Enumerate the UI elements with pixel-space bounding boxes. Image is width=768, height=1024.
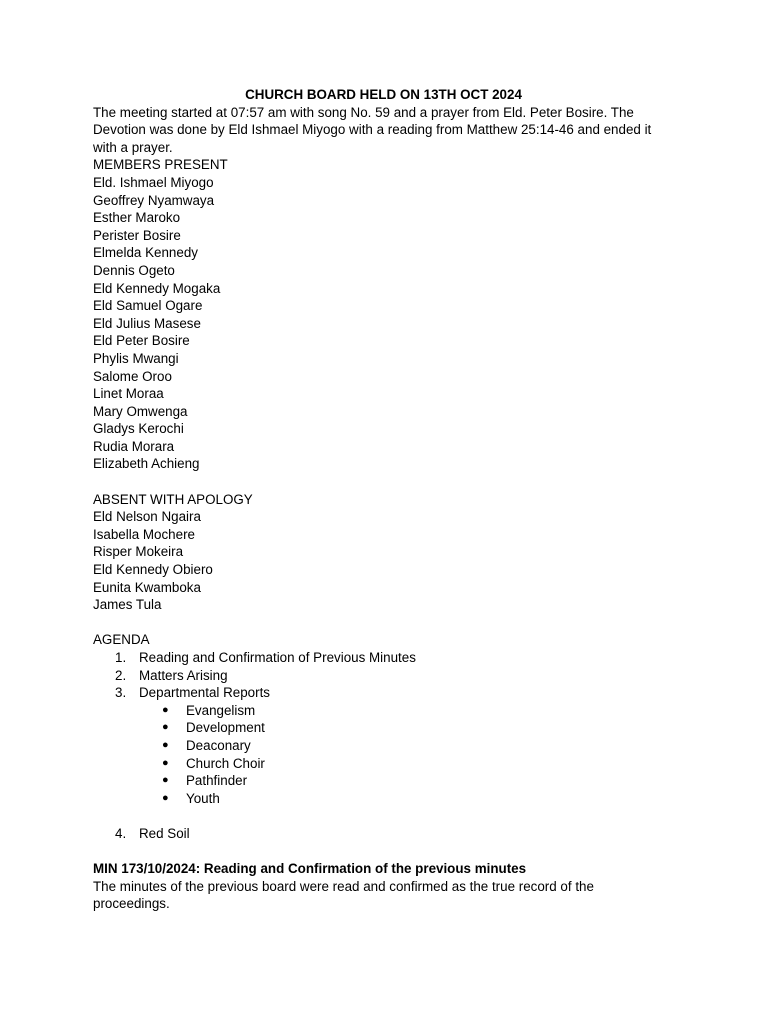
agenda-item-label: Red Soil (139, 825, 190, 841)
report-item (93, 790, 693, 808)
bullet-icon: ● (162, 721, 169, 734)
agenda-item (93, 667, 693, 685)
bullet-icon: ● (162, 738, 169, 751)
report-item-label: Evangelism (186, 702, 256, 718)
member-absent: James Tula (93, 597, 162, 613)
report-item-label: Deaconary (186, 737, 251, 753)
agenda-item-number: 1. (115, 650, 127, 665)
members-present-heading: MEMBERS PRESENT (93, 157, 228, 173)
agenda-item-number: 3. (115, 685, 127, 701)
agenda-list (93, 649, 693, 702)
report-item-label: Development (186, 720, 265, 736)
blank-line (93, 807, 693, 825)
report-item (93, 772, 693, 790)
absent-heading: ABSENT WITH APOLOGY (93, 491, 253, 507)
member-present: Rudia Morara (93, 438, 175, 454)
member-present: Linet Moraa (93, 386, 164, 402)
members-present-list (93, 174, 693, 473)
member-absent: Risper Mokeira (93, 544, 184, 560)
member-present: Perister Bosire (93, 227, 181, 243)
intro-paragraph: The meeting started at 07:57 am with song No. 59 and a prayer from Eld. Peter Bosire. The Devotion was done by Eld Ishmael Miyogo with a reading from Matthew 25:14-46 and ended it with a prayer. (93, 104, 652, 155)
agenda-item (93, 825, 693, 843)
blank-line (93, 843, 693, 861)
member-present: Eld Julius Masese (93, 315, 201, 331)
blank-line (93, 614, 693, 632)
report-item-label: Youth (186, 790, 220, 806)
report-item (93, 719, 693, 737)
agenda-item (93, 649, 693, 667)
bullet-icon: ● (162, 756, 169, 769)
agenda-item-label: Matters Arising (139, 667, 228, 683)
member-present: Eld Samuel Ogare (93, 298, 203, 314)
agenda-item-label: Departmental Reports (139, 685, 270, 701)
member-present: Esther Maroko (93, 210, 181, 226)
agenda-item-number: 2. (115, 667, 127, 683)
member-present: Phylis Mwangi (93, 350, 179, 366)
member-present: Eld. Ishmael Miyogo (93, 174, 214, 190)
member-present: Mary Omwenga (93, 403, 188, 419)
member-present: Gladys Kerochi (93, 421, 184, 437)
document-page (93, 86, 693, 913)
member-present: Eld Kennedy Mogaka (93, 280, 221, 296)
report-item (93, 755, 693, 773)
minute-text: The minutes of the previous board were read and confirmed as the true record of the proceedings. (93, 878, 594, 912)
bullet-icon: ● (162, 703, 169, 716)
member-present: Elmelda Kennedy (93, 245, 198, 261)
document-title: CHURCH BOARD HELD ON 13TH OCT 2024 (245, 87, 522, 102)
member-absent: Eld Nelson Ngaira (93, 509, 201, 525)
minute-heading: MIN 173/10/2024: Reading and Confirmation of the previous minutes (93, 861, 527, 877)
report-item (93, 702, 693, 720)
member-present: Eld Peter Bosire (93, 333, 190, 349)
member-absent: Eunita Kwamboka (93, 579, 201, 595)
member-absent: Eld Kennedy Obiero (93, 562, 213, 578)
agenda-item-number: 4. (115, 825, 127, 841)
report-item-label: Pathfinder (186, 773, 248, 789)
agenda-list-continued (93, 825, 693, 843)
agenda-item (93, 684, 693, 702)
blank-line (93, 473, 693, 491)
agenda-heading: AGENDA (93, 632, 150, 648)
departmental-reports-list (93, 702, 693, 808)
member-present: Elizabeth Achieng (93, 456, 200, 472)
bullet-icon: ● (162, 791, 169, 804)
report-item (93, 737, 693, 755)
member-present: Dennis Ogeto (93, 262, 175, 278)
agenda-item-label: Reading and Confirmation of Previous Minutes (139, 650, 416, 665)
absent-list (93, 508, 693, 614)
member-present: Salome Oroo (93, 368, 172, 384)
member-present: Geoffrey Nyamwaya (93, 192, 215, 208)
member-absent: Isabella Mochere (93, 526, 195, 542)
report-item-label: Church Choir (186, 755, 265, 771)
bullet-icon: ● (162, 774, 169, 787)
